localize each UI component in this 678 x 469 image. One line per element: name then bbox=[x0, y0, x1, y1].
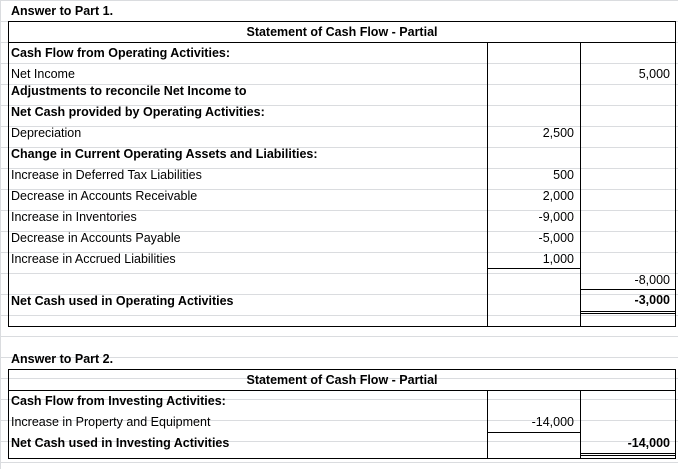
net-income-value: 5,000 bbox=[638, 67, 670, 81]
part1-section-heading: Cash Flow from Operating Activities: bbox=[11, 46, 231, 60]
net-cash-investing-value: -14,000 bbox=[627, 436, 670, 450]
net-cash-investing-label: Net Cash used in Investing Activities bbox=[11, 436, 230, 450]
part1-title: Statement of Cash Flow - Partial bbox=[246, 25, 438, 39]
item-value: 500 bbox=[553, 168, 574, 182]
part2-title: Statement of Cash Flow - Partial bbox=[246, 373, 438, 387]
adjustments-line-1: Adjustments to reconcile Net Income to bbox=[11, 84, 247, 98]
depreciation-label: Depreciation bbox=[11, 126, 82, 140]
item-value: 1,000 bbox=[542, 252, 574, 266]
item-label: Increase in Inventories bbox=[11, 210, 137, 224]
net-cash-operating-label: Net Cash used in Operating Activities bbox=[11, 294, 234, 308]
depreciation-value: 2,500 bbox=[542, 126, 574, 140]
change-heading: Change in Current Operating Assets and Liabilities: bbox=[11, 147, 318, 161]
part1-heading: Answer to Part 1. bbox=[11, 4, 114, 18]
part1-double-underline bbox=[580, 311, 676, 314]
part2-section-heading: Cash Flow from Investing Activities: bbox=[11, 394, 226, 408]
part2-double-underline bbox=[580, 453, 676, 456]
item-value: -5,000 bbox=[538, 231, 574, 245]
property-equipment-label: Increase in Property and Equipment bbox=[11, 415, 211, 429]
item-label: Increase in Accrued Liabilities bbox=[11, 252, 176, 266]
adjustments-line-2: Net Cash provided by Operating Activities: bbox=[11, 105, 265, 119]
net-income-label: Net Income bbox=[11, 67, 75, 81]
property-equipment-value: -14,000 bbox=[531, 415, 574, 429]
item-label: Increase in Deferred Tax Liabilities bbox=[11, 168, 202, 182]
item-label: Decrease in Accounts Receivable bbox=[11, 189, 198, 203]
adjustments-total-value: -8,000 bbox=[634, 273, 670, 287]
part2-heading: Answer to Part 2. bbox=[11, 352, 114, 366]
item-value: -9,000 bbox=[538, 210, 574, 224]
net-cash-operating-value: -3,000 bbox=[634, 293, 670, 307]
item-value: 2,000 bbox=[542, 189, 574, 203]
item-label: Decrease in Accounts Payable bbox=[11, 231, 181, 245]
part2-subtotal-line bbox=[487, 432, 580, 433]
